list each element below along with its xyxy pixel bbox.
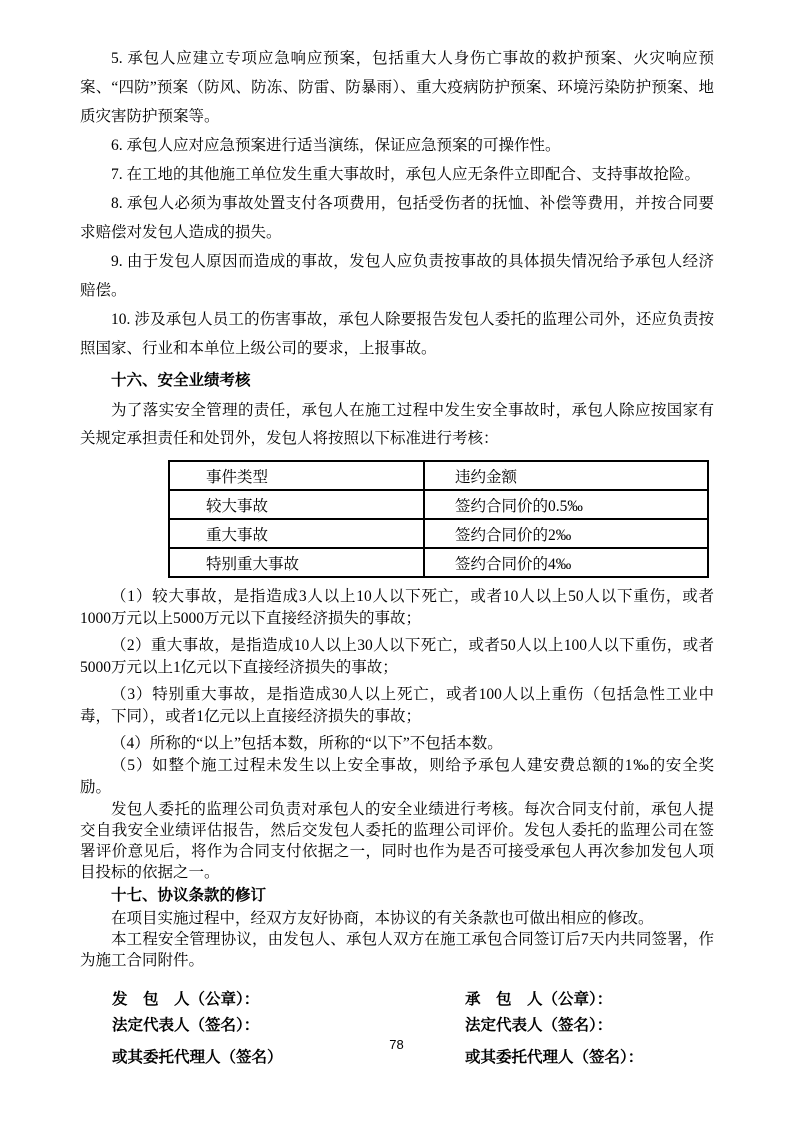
clause-7: 7. 在工地的其他施工单位发生重大事故时，承包人应无条件立即配合、支持事故抢险。 [111,166,701,183]
employer-agent-label: 或其委托代理人（签名） [112,1049,283,1066]
contractor-seal-label: 承 包 人（公章）： [465,991,613,1008]
table-row [169,519,708,548]
employer-representative-label: 法定代表人（签名）： [112,1017,260,1034]
signature-row-seal [80,987,714,1013]
penalty-table-header-amount: 违约金额 [424,461,708,490]
penalty-amount-cell: 签约合同价的0.5‰ [424,490,708,519]
clause-9: 9. 由于发包人原因而造成的事故，发包人应负责按事故的具体损失情况给予承包人经济赔偿。 [80,253,714,299]
contractor-representative-label: 法定代表人（签名）： [465,1017,613,1034]
penalty-table [168,460,709,578]
assessment-paragraph: 发包人委托的监理公司负责对承包人的安全业绩进行考核。每次合同支付前，承包人提交自我安全业绩评估报告，然后交发包人委托的监理公司评价。发包人委托的监理公司在签署评价意见后，将作为合同支付依据之一，同时也作为是否可接受承包人再次参加发包人项目投标的依据之一。 [80,801,714,881]
definition-3: （3）特别重大事故，是指造成30人以上死亡，或者100人以上重伤（包括急性工业中毒，下同），或者1亿元以上直接经济损失的事故； [80,686,714,725]
signature-block [80,987,714,1071]
employer-seal-label: 发 包 人（公章）： [112,991,260,1008]
signature-row-representative [80,1013,714,1039]
penalty-amount-cell: 签约合同价的2‰ [424,519,708,548]
page-number: 78 [389,1037,404,1052]
penalty-amount-cell: 签约合同价的4‰ [424,548,708,577]
penalty-table-header-row [169,461,708,490]
contractor-agent-label: 或其委托代理人（签名）： [465,1049,644,1066]
clause-10: 10. 涉及承包人员工的伤害事故，承包人除要报告发包人委托的监理公司外，还应负责按照国家、行业和本单位上级公司的要求，上报事故。 [80,311,714,357]
table-row [169,490,708,519]
signing-paragraph: 本工程安全管理协议，由发包人、承包人双方在施工承包合同签订后7天内共同签署，作为施工合同附件。 [80,931,714,969]
definition-1: （1）较大事故，是指造成3人以上10人以下死亡，或者10人以上50人以下重伤，或者1000万元以上5000万元以下直接经济损失的事故； [80,588,714,627]
penalty-type-cell: 较大事故 [169,490,424,519]
revision-paragraph: 在项目实施过程中，经双方友好协商，本协议的有关条款也可做出相应的修改。 [111,910,654,927]
definition-2: （2）重大事故，是指造成10人以上30人以下死亡，或者50人以上100人以下重伤，或者5000万元以上1亿元以下直接经济损失的事故； [80,637,714,676]
clause-8: 8. 承包人必须为事故处置支付各项费用，包括受伤者的抚恤、补偿等费用，并按合同要求赔偿对发包人造成的损失。 [80,195,714,241]
section-16-intro: 为了落实安全管理的责任，承包人在施工过程中发生安全事故时，承包人除应按国家有关规定承担责任和处罚外，发包人将按照以下标准进行考核： [80,402,714,447]
penalty-type-cell: 重大事故 [169,519,424,548]
document-content [80,44,714,1071]
definition-4: （4）所称的“以上”包括本数，所称的“以下”不包括本数。 [111,735,503,752]
clause-5: 5. 承包人应建立专项应急响应预案，包括重大人身伤亡事故的救护预案、火灾响应预案、“四防”预案（防风、防冻、防雷、防暴雨）、重大疫病防护预案、环境污染防护预案、地质灾害防护预案等。 [80,50,714,125]
table-row [169,548,708,577]
penalty-type-cell: 特别重大事故 [169,548,424,577]
clause-6: 6. 承包人应对应急预案进行适当演练，保证应急预案的可操作性。 [111,137,561,154]
penalty-table-header-type: 事件类型 [169,461,424,490]
section-16-heading: 十六、安全业绩考核 [111,372,251,389]
definition-5: （5）如整个施工过程未发生以上安全事故，则给予承包人建安费总额的1‰的安全奖励。 [80,757,714,796]
section-17-heading: 十七、协议条款的修订 [111,887,267,904]
